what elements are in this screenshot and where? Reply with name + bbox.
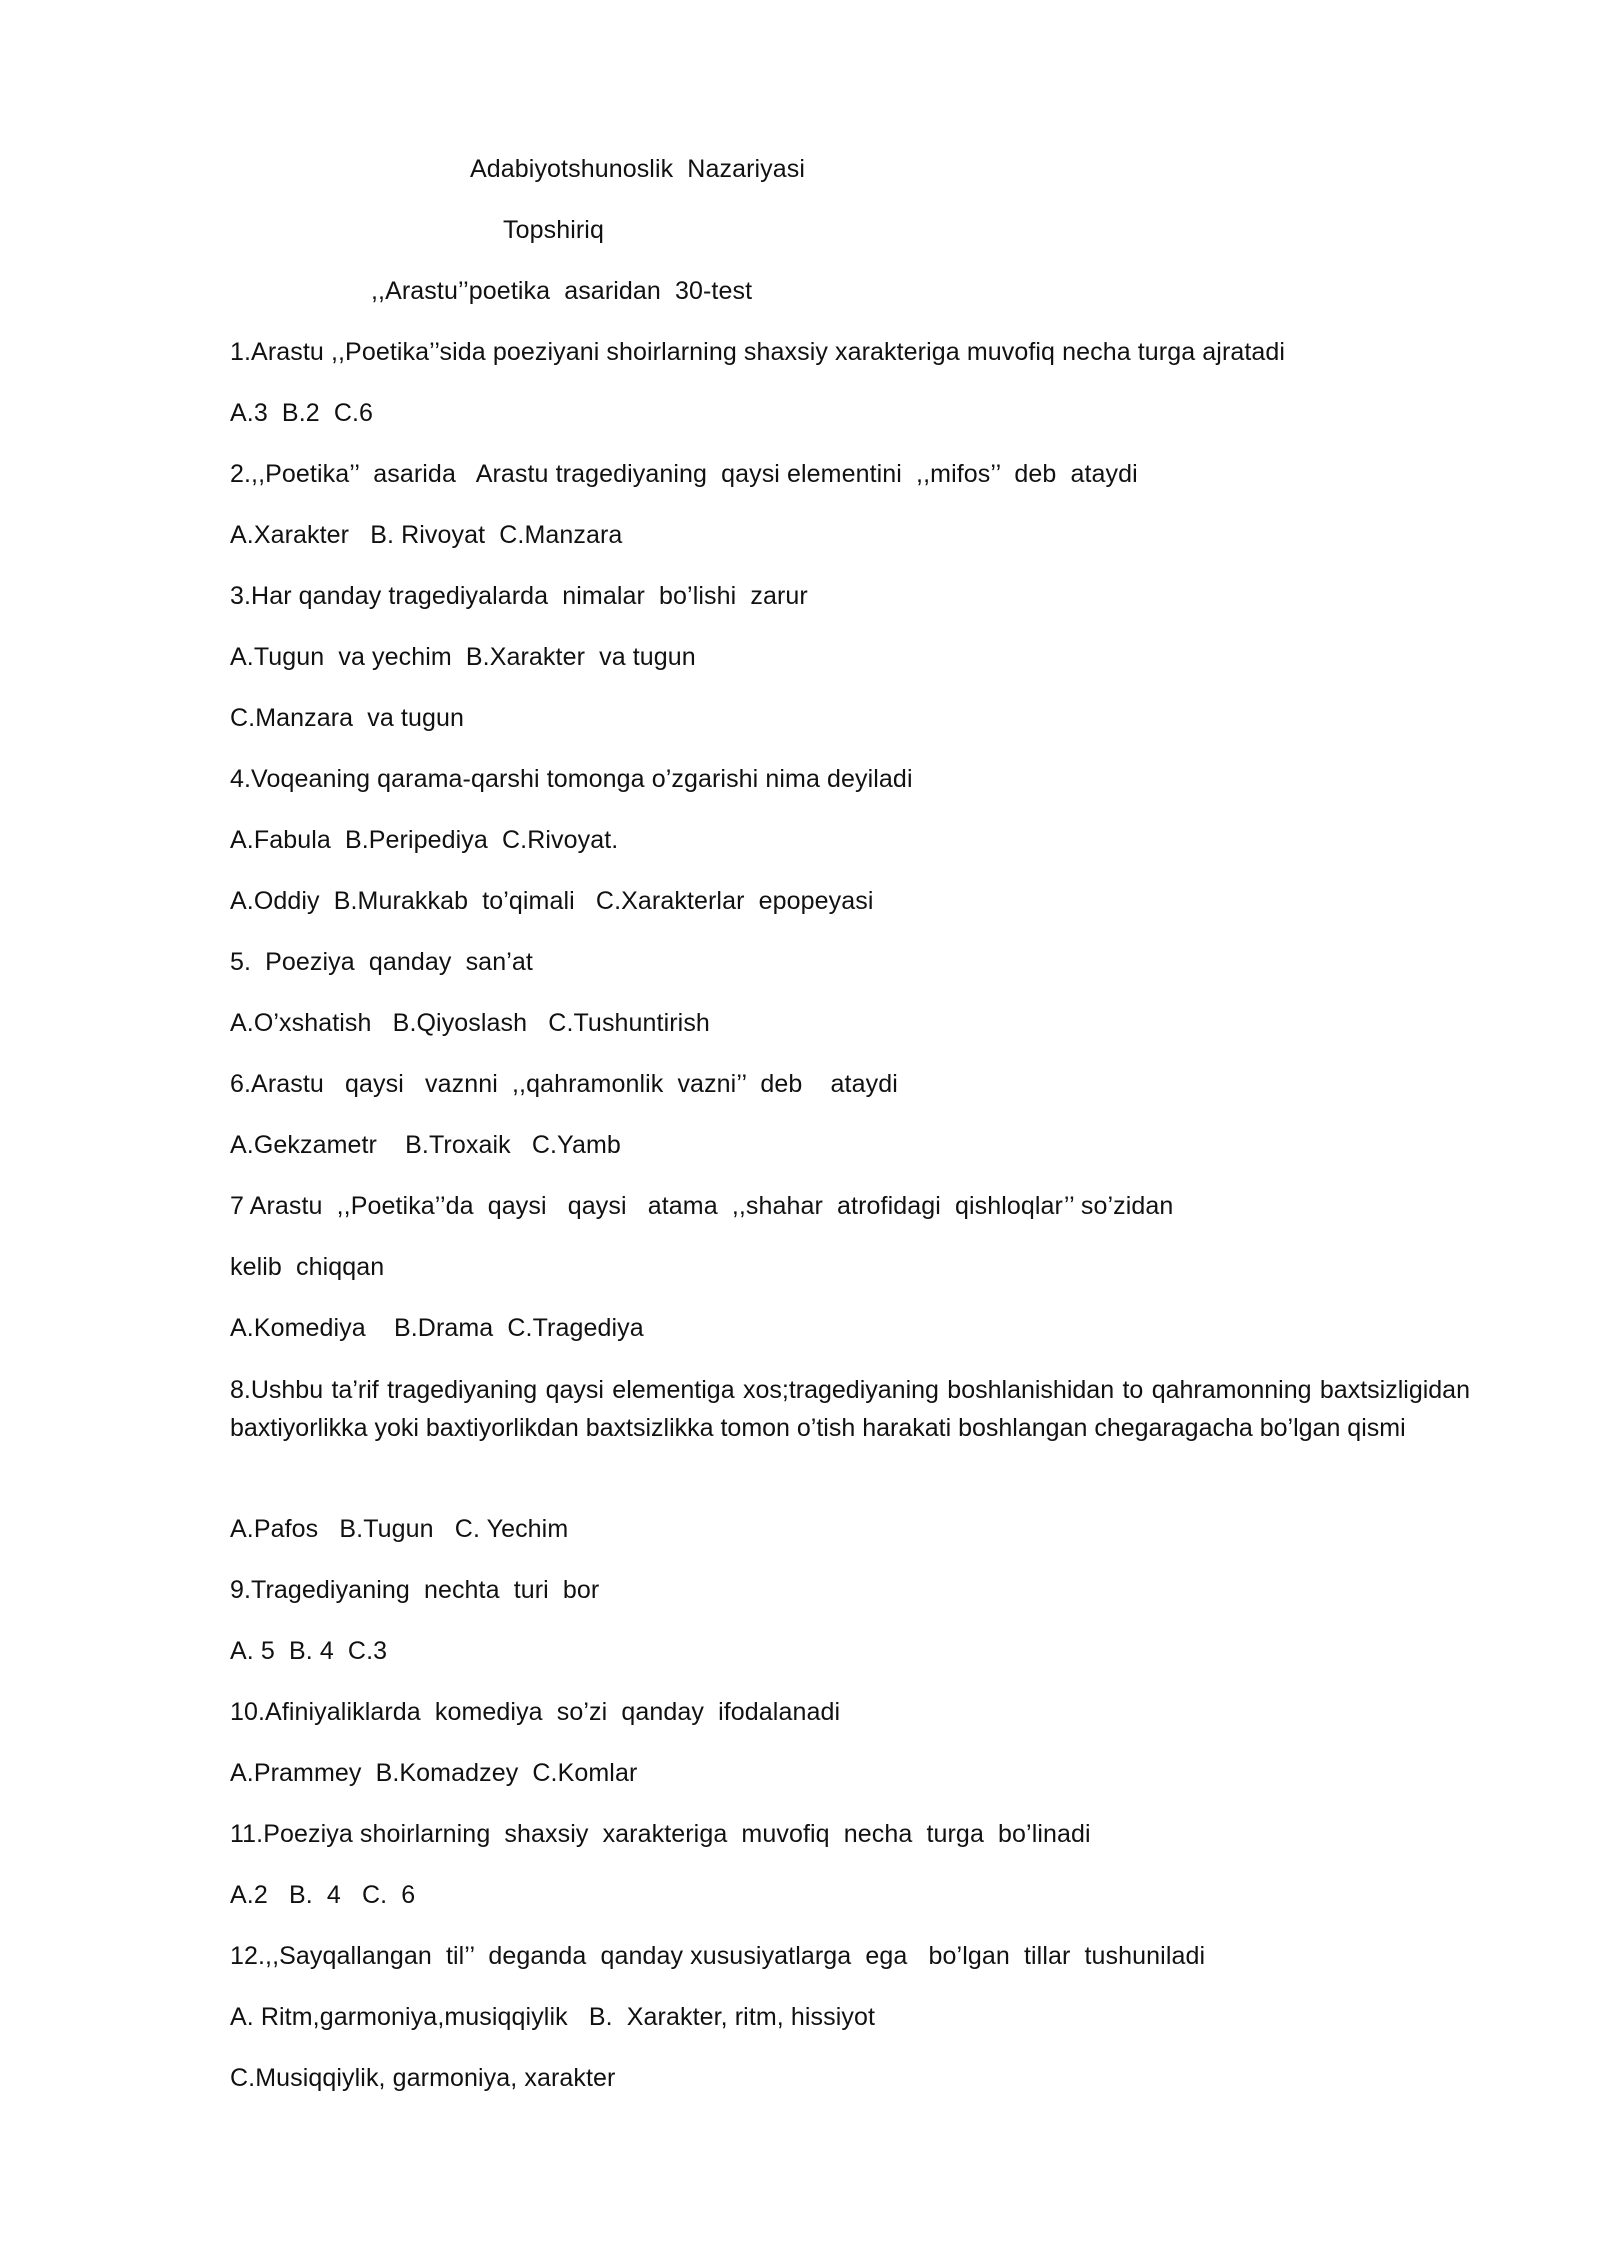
question-10: 10.Afiniyaliklarda komediya so’zi qanday ifodalanadi <box>230 1698 841 1726</box>
answers-10: A.Prammey B.Komadzey C.Komlar <box>230 1759 638 1787</box>
answers-5: A.O’xshatish B.Qiyoslash C.Tushuntirish <box>230 1009 710 1037</box>
answers-12-line-2: C.Musiqqiylik, garmoniya, xarakter <box>230 2064 616 2092</box>
answers-6: A.Gekzametr B.Troxaik C.Yamb <box>230 1131 621 1159</box>
answers-extra: A.Oddiy B.Murakkab to’qimali C.Xarakterlar epopeyasi <box>230 887 874 915</box>
answers-9: A. 5 B. 4 C.3 <box>230 1637 388 1665</box>
document-title: Adabiyotshunoslik Nazariyasi <box>470 155 806 183</box>
question-6: 6.Arastu qaysi vaznni ,,qahramonlik vazni’’ deb ataydi <box>230 1070 898 1098</box>
question-7-line-2: kelib chiqqan <box>230 1253 385 1281</box>
question-1: 1.Arastu ,,Poetika’’sida poeziyani shoirlarning shaxsiy xarakteriga muvofiq necha turga ajratadi <box>230 338 1286 366</box>
answers-3-line-1: A.Tugun va yechim B.Xarakter va tugun <box>230 643 696 671</box>
document-heading: ,,Arastu’’poetika asaridan 30-test <box>371 277 753 305</box>
question-2: 2.,,Poetika’’ asarida Arastu tragediyaning qaysi elementini ,,mifos’’ deb ataydi <box>230 460 1138 488</box>
answers-1: A.3 B.2 C.6 <box>230 399 374 427</box>
answers-3-line-2: C.Manzara va tugun <box>230 704 464 732</box>
answers-11: A.2 B. 4 C. 6 <box>230 1881 416 1909</box>
answers-12-line-1: A. Ritm,garmoniya,musiqqiylik B. Xarakter, ritm, hissiyot <box>230 2003 876 2031</box>
answers-7: A.Komediya B.Drama C.Tragediya <box>230 1314 644 1342</box>
question-11: 11.Poeziya shoirlarning shaxsiy xarakteriga muvofiq necha turga bo’linadi <box>230 1820 1091 1848</box>
answers-4: A.Fabula B.Peripediya C.Rivoyat. <box>230 826 619 854</box>
question-3: 3.Har qanday tragediyalarda nimalar bo’lishi zarur <box>230 582 808 610</box>
question-8: 8.Ushbu ta’rif tragediyaning qaysi elementiga xos;tragediyaning boshlanishidan to qahramonning baxtsizligidan baxtiyorlikka yoki baxtiyorlikdan baxtsizlikka tomon o’tish harakati boshlangan chegaragacha bo’lgan qismi <box>230 1376 1470 1442</box>
question-5: 5. Poeziya qanday san’at <box>230 948 533 976</box>
question-4: 4.Voqeaning qarama-qarshi tomonga o’zgarishi nima deyiladi <box>230 765 913 793</box>
answers-2: A.Xarakter B. Rivoyat C.Manzara <box>230 521 623 549</box>
question-9: 9.Tragediyaning nechta turi bor <box>230 1576 600 1604</box>
document-subtitle: Topshiriq <box>503 216 604 244</box>
question-7-line-1: 7 Arastu ,,Poetika’’da qaysi qaysi atama ,,shahar atrofidagi qishloqlar’’ so’zidan <box>230 1192 1174 1220</box>
question-12: 12.,,Sayqallangan til’’ deganda qanday xususiyatlarga ega bo’lgan tillar tushuniladi <box>230 1942 1206 1970</box>
answers-8: A.Pafos B.Tugun C. Yechim <box>230 1515 569 1543</box>
